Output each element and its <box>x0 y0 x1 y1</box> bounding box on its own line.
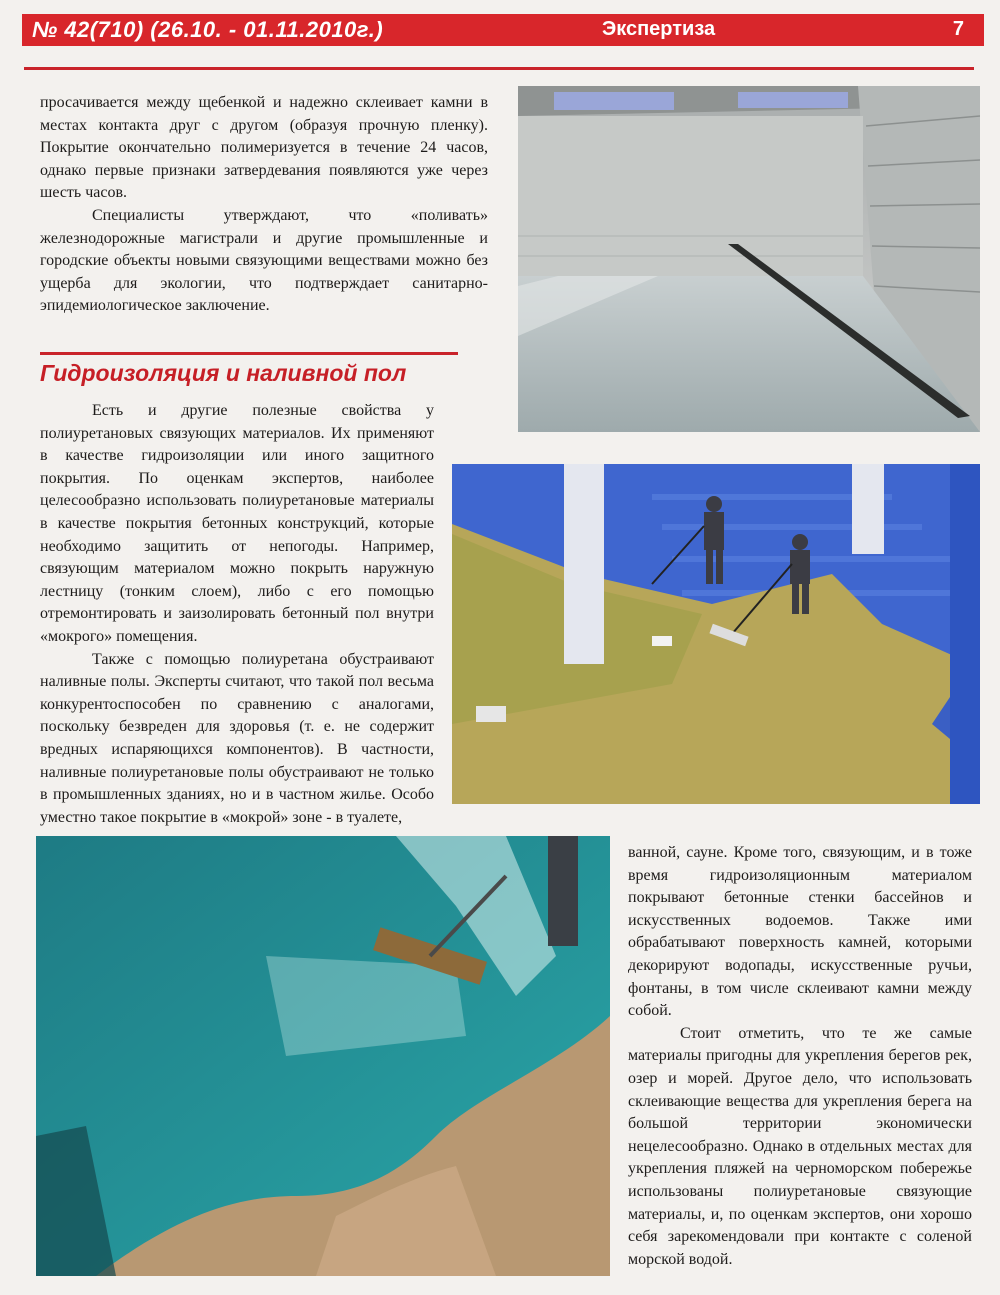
continuation-paragraph-2: Стоит отметить, что те же самые материалы пригодны для укрепления берегов рек, озер и морей. Другое дело, что использовать склеивающие вещества для укрепления берега на большой территории экономически нецелесообразно. Однако в отдельных местах для укрепления пляжей на черноморском побережье использованы полиуретановые связующие материалы, и, по оценкам экспертов, они хорошо себя зарекомендовали при контакте с соленой морской водой. <box>628 1024 972 1268</box>
page-number: 7 <box>952 18 964 40</box>
intro-text <box>40 92 488 318</box>
page-header <box>22 14 984 46</box>
intro-paragraph-1: просачивается между щебенкой и надежно склеивает камни в местах контакта друг с другом (образуя прочную пленку). Покрытие окончательно полимеризуется в течение 24 часов, однако первые признаки затвердевания появляются уже через шесть часов. <box>40 94 488 202</box>
body-text <box>40 400 434 829</box>
continuation-text <box>628 842 972 1271</box>
garage-floor-photo <box>518 86 980 432</box>
continuation-paragraph-1: ванной, сауне. Кроме того, связующим, и в тоже время гидроизоляционным материалом покрывают бетонные стенки бассейнов и искусственных водоемов. Также ими обрабатывают поверхность камней, которыми декорируют водопады, искусственные ручьи, фонтаны, в том числе склеивают камни между собой. <box>628 844 972 1020</box>
body-paragraph-1: Есть и другие полезные свойства у полиуретановых связующих материалов. Их применяют в качестве гидроизоляции или иного защитного покрытия. По оценкам экспертов, наиболее целесообразно использовать полиуретановые материалы в качестве покрытия бетонных конструкций, которые необходимо защитить от непогоды. Например, связующим материалом можно покрыть наружную лестницу (тонким слоем), либо с его помощью отремонтировать и заизолировать бетонный пол внутри «мокрого» помещения. <box>40 402 434 645</box>
issue-number: № 42(710) (26.10. - 01.11.2010г.) <box>32 17 384 42</box>
workers-floor-painting-photo <box>452 464 980 804</box>
section-title: Экспертиза <box>602 18 716 40</box>
teal-floor-photo <box>36 836 610 1276</box>
heading-divider <box>40 352 458 355</box>
intro-paragraph-2: Специалисты утверждают, что «поливать» железнодорожные магистрали и другие промышленные и городские объекты новыми связующими веществами можно без ущерба для экологии, что подтверждает санитарно-эпидемиологическое заключение. <box>40 206 488 315</box>
article-heading: Гидроизоляция и наливной пол <box>40 360 407 386</box>
body-paragraph-2: Также с помощью полиуретана обустраивают наливные полы. Эксперты считают, что такой пол весьма конкурентоспособен по сравнению с аналогами, поскольку безвреден для здоровья (т. е. не содержит вредных испаряющихся компонентов). В частности, наливные полиуретановые полы обустраивают не только в промышленных зданиях, но и в частном жилье. Особо уместно такое покрытие в «мокрой» зоне - в туалете, <box>40 650 434 826</box>
header-divider <box>24 67 974 70</box>
